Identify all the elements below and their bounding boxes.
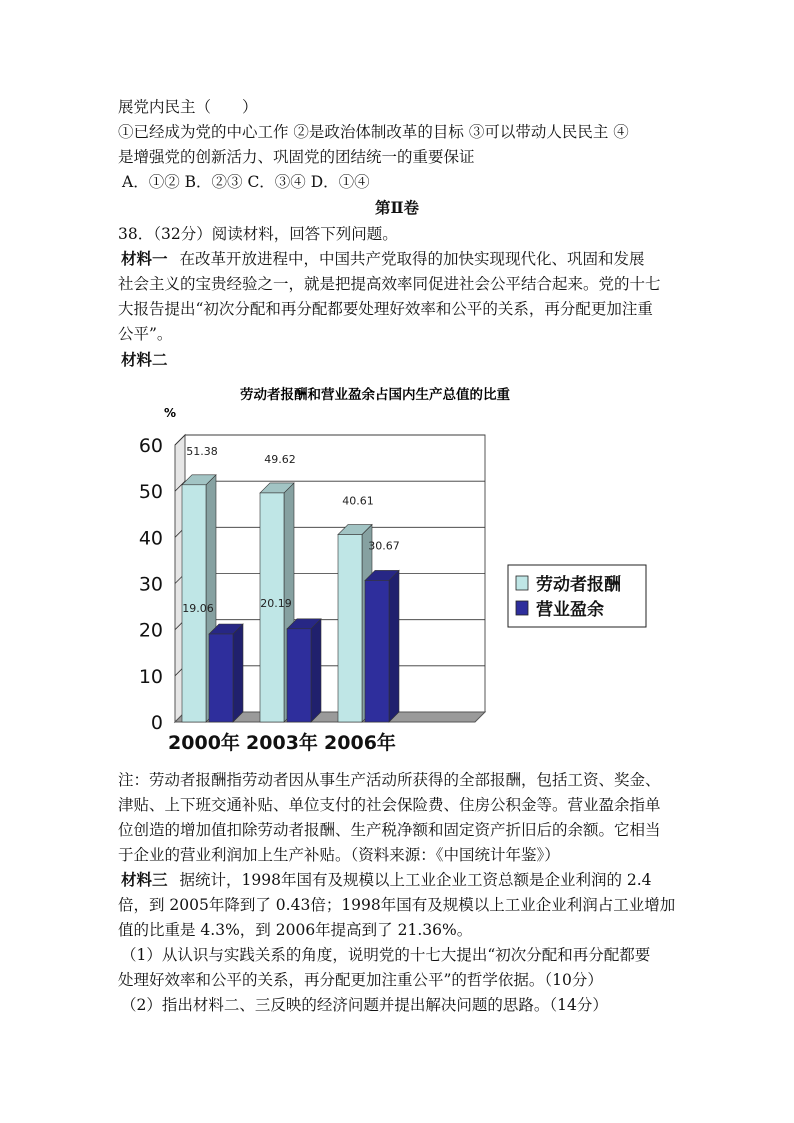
bar-operating-surplus-side [233, 624, 243, 722]
data-label-operating-surplus: 20.19 [260, 596, 292, 610]
prev-question-options-line2: 是增强党的创新活力、巩固党的团结统一的重要保证 [118, 148, 475, 166]
prev-question-options-line1: ①已经成为党的中心工作 ②是政治体制改革的目标 ③可以带动人民民主 ④ [118, 123, 629, 141]
chart-legend [508, 565, 646, 627]
bar-operating-surplus-side [389, 570, 399, 722]
y-tick-label: 50 [138, 481, 163, 504]
y-tick-label: 30 [138, 573, 163, 596]
x-category-label: 2003年 [246, 732, 318, 754]
material1-text1: 在改革开放进程中，中国共产党取得的加快实现现代化、巩固和发展 [179, 250, 645, 268]
section-title: 第Ⅱ卷 [374, 198, 420, 217]
chart-title: 劳动者报酬和营业盈余占国内生产总值的比重 [240, 387, 510, 403]
material3-text1: 据统计，1998年国有及规模以上工业企业工资总额是企业利润的 2.4 [179, 871, 652, 889]
y-tick-label: 20 [138, 619, 163, 642]
data-label-labor-compensation: 49.62 [264, 452, 296, 466]
chart-ylabel: % [163, 406, 177, 420]
material1-line1 [121, 248, 645, 270]
y-tick-label: 0 [150, 712, 163, 734]
material3-line1 [121, 869, 652, 891]
x-category-label: 2000年 [168, 732, 240, 754]
subquestion2-line1: （2）指出材料二、三反映的经济问题并提出解决问题的思路。（14分） [121, 996, 608, 1014]
note-line4: 于企业的营业利润加上生产补贴。（资料来源：《中国统计年鉴》） [118, 846, 560, 864]
prev-question-choices: A．①② B．②③ C．③④ D．①④ [122, 173, 370, 191]
bar-operating-surplus-side [311, 619, 321, 722]
material1-line3: 大报告提出“初次分配和再分配都要处理好效率和公平的关系，再分配更加注重 [118, 300, 653, 318]
data-label-labor-compensation: 40.61 [342, 494, 374, 508]
bar-chart [120, 370, 650, 770]
bar-operating-surplus [365, 580, 389, 722]
y-tick-label: 40 [138, 527, 163, 550]
material1-label: 材料一 [121, 249, 168, 268]
material3-label: 材料三 [121, 870, 168, 889]
bar-labor-compensation [338, 535, 362, 722]
bar-operating-surplus [209, 634, 233, 722]
y-tick-label: 60 [138, 435, 163, 457]
note-line2: 津贴、上下班交通补贴、单位支付的社会保险费、住房公积金等。营业盈余指单 [118, 796, 661, 814]
note-line3: 位创造的增加值扣除劳动者报酬、生产税净额和固定资产折旧后的余额。它相当 [118, 821, 661, 839]
legend-swatch [516, 576, 528, 590]
legend-label: 劳动者报酬 [536, 575, 621, 595]
material1-line2: 社会主义的宝贵经验之一，就是把提高效率同促进社会公平结合起来。党的十七 [118, 275, 661, 293]
material1-line4: 公平”。 [118, 325, 173, 343]
bar-operating-surplus [287, 629, 311, 722]
q38-header: 38．（32分）阅读材料，回答下列问题。 [118, 225, 398, 243]
prev-question-stem: 展党内民主（ ） [118, 98, 258, 116]
data-label-operating-surplus: 30.67 [368, 539, 400, 553]
x-category-label: 2006年 [324, 732, 396, 754]
y-tick-label: 10 [138, 665, 163, 688]
material3-line3: 值的比重是 4.3%，到 2006年提高到了 21.36%。 [118, 921, 473, 939]
note-line1: 注：劳动者报酬指劳动者因从事生产活动所获得的全部报酬，包括工资、奖金、 [118, 771, 661, 789]
material2-label: 材料二 [121, 350, 168, 369]
material3-line2: 倍，到 2005年降到了 0.43倍；1998年国有及规模以上工业企业利润占工业增加 [118, 896, 676, 914]
data-label-operating-surplus: 19.06 [182, 602, 214, 616]
legend-swatch [516, 601, 528, 615]
subquestion1-line1: （1）从认识与实践关系的角度，说明党的十七大提出“初次分配和再分配都要 [121, 946, 651, 964]
legend-label: 营业盈余 [536, 600, 604, 620]
subquestion1-line2: 处理好效率和公平的关系，再分配更加注重公平”的哲学依据。（10分） [118, 971, 603, 989]
data-label-labor-compensation: 51.38 [186, 444, 218, 458]
